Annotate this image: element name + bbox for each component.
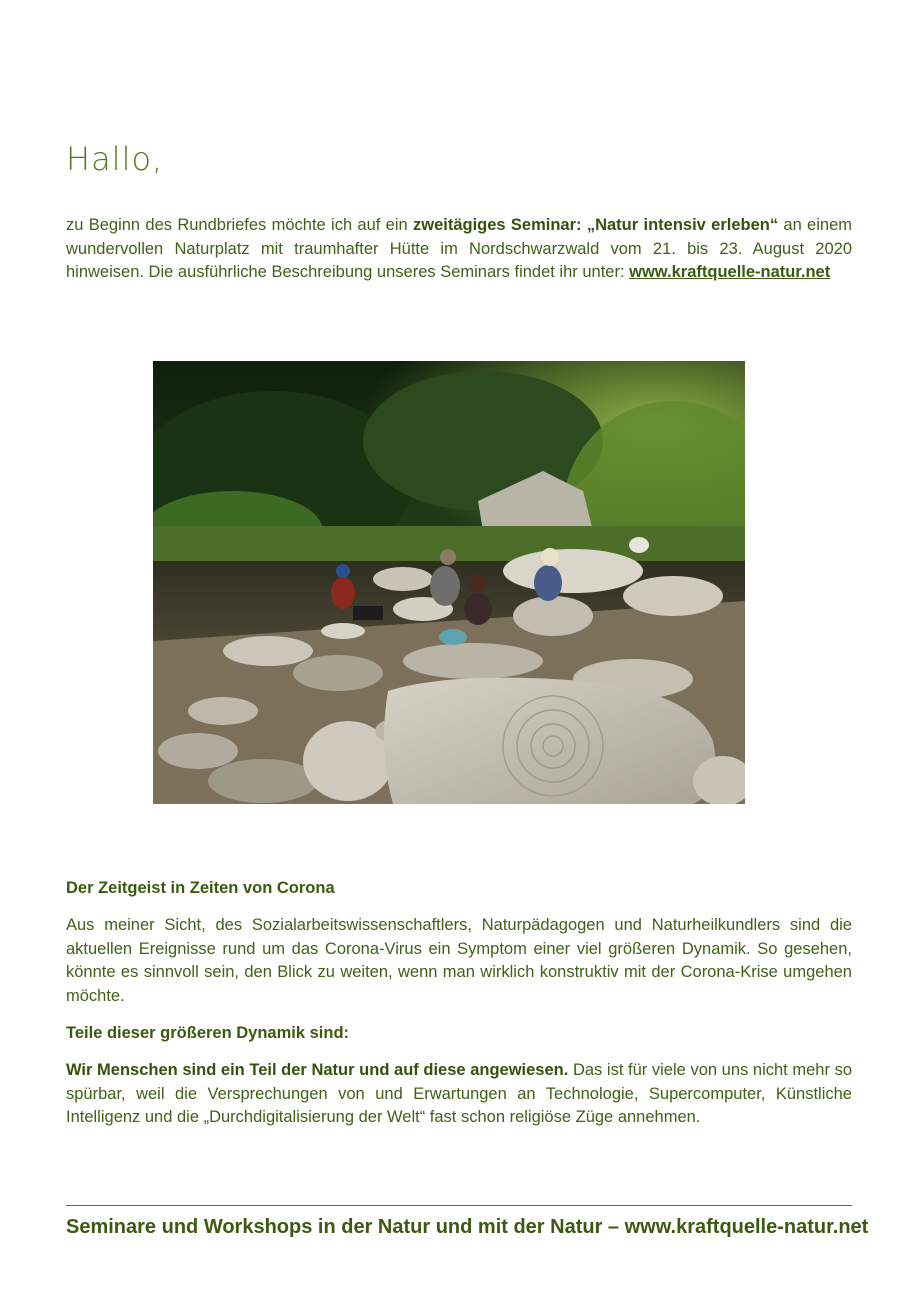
section-heading: Der Zeitgeist in Zeiten von Corona	[66, 879, 335, 897]
corona-section	[66, 877, 852, 1144]
section-subheading: Teile dieser größeren Dynamik sind:	[66, 1024, 350, 1042]
paragraph-2-emphasis: Wir Menschen sind ein Teil der Natur und auf diese angewiesen.	[66, 1061, 569, 1079]
intro-paragraph	[66, 214, 852, 285]
website-link[interactable]: www.kraftquelle-natur.net	[629, 263, 831, 281]
section-paragraph-2	[66, 1059, 852, 1130]
section-paragraph-1: Aus meiner Sicht, des Sozialarbeitswissenschaftlers, Naturpädagogen und Naturheilkundlers sind die aktuellen Ereignisse rund um das Corona-Virus ein Symptom einer viel größeren Dynamik. So gesehen, könnte es sinnvoll sein, den Blick zu weiten, wenn man wirklich konstruktiv mit der Corona-Krise umgehen möchte.	[66, 916, 852, 1005]
intro-text-start: zu Beginn des Rundbriefes möchte ich auf ein	[66, 216, 413, 234]
intro-text-rest: an einem wundervollen Naturplatz mit traumhafter Hütte im Nordschwarzwald vom 21. bis 23. August 2020 hinweisen. Die ausführliche Beschreibung unseres Seminars findet ihr unter:	[66, 216, 853, 281]
footer-tagline: Seminare und Workshops in der Natur und mit der Natur – www.kraftquelle-natur.net	[66, 1216, 869, 1238]
river-rocks-image	[153, 361, 745, 804]
seminar-photo	[153, 361, 745, 804]
footer-divider	[66, 1205, 852, 1206]
greeting-heading: Hallo,	[66, 140, 164, 178]
seminar-title: zweitägiges Seminar: „Natur intensiv erleben“	[413, 216, 779, 234]
paragraph-2-text: Das ist für viele von uns nicht mehr so spürbar, weil die Versprechungen von und Erwartungen an Technologie, Supercomputer, Künstliche Intelligenz und die „Durchdigitalisierung der Welt“ fast schon religiöse Züge annehmen.	[66, 1061, 852, 1126]
